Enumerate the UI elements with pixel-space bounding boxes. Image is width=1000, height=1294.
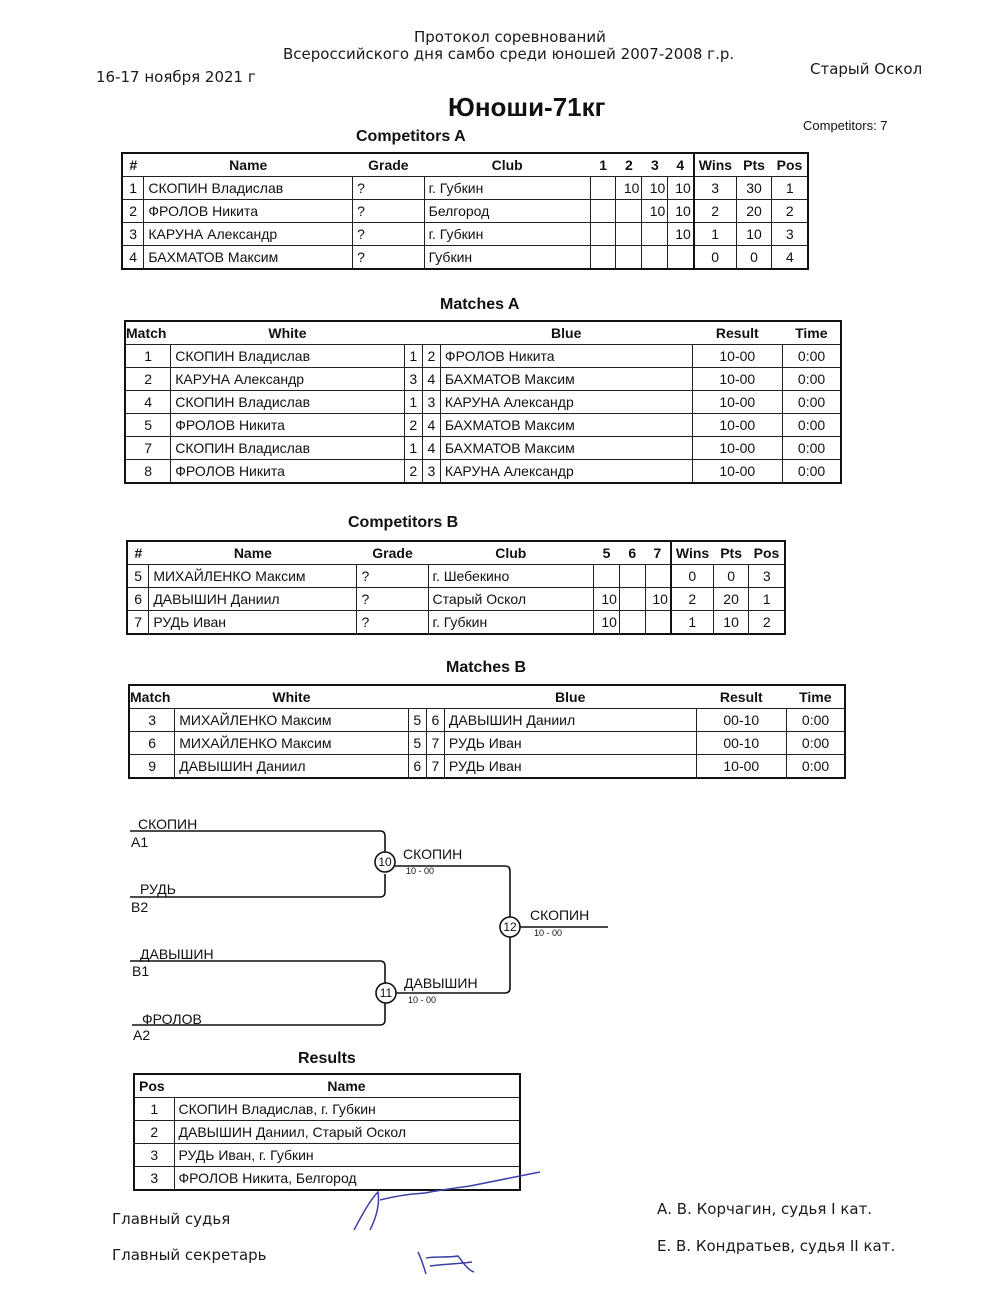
match-number: 7: [125, 437, 171, 460]
wins-cell: 0: [671, 565, 713, 588]
result-position: 3: [134, 1144, 174, 1167]
col-header: Pos: [772, 153, 808, 177]
blue-competitor: РУДЬ Иван: [444, 755, 696, 779]
blue-number: 3: [422, 391, 440, 414]
competitor-number: 6: [127, 588, 149, 611]
bracket-final-winner: СКОПИН: [530, 907, 590, 923]
match-result: 10-00: [692, 391, 783, 414]
white-competitor: СКОПИН Владислав: [171, 391, 404, 414]
white-competitor: КАРУНА Александр: [171, 368, 404, 391]
col-header: Result: [696, 685, 787, 709]
chief-secretary-label: Главный секретарь: [112, 1246, 267, 1264]
competitor-name: МИХАЙЛЕНКО Максим: [149, 565, 357, 588]
blue-number: 6: [426, 709, 444, 732]
competitor-number: 7: [127, 611, 149, 635]
points-cell: 10: [736, 223, 772, 246]
col-header: 2: [616, 153, 642, 177]
match-result: 10-00: [696, 755, 787, 779]
competitor-name: КАРУНА Александр: [144, 223, 353, 246]
white-competitor: ДАВЫШИН Даниил: [175, 755, 408, 779]
col-header: #: [127, 541, 149, 565]
blue-competitor: БАХМАТОВ Максим: [440, 368, 692, 391]
col-header: White: [175, 685, 408, 709]
match-time: 0:00: [783, 391, 841, 414]
score-cell: 10: [668, 177, 694, 200]
match-number: 4: [125, 391, 171, 414]
match-number: 11: [379, 986, 393, 1000]
wins-cell: 3: [694, 177, 736, 200]
position-cell: 3: [749, 565, 785, 588]
col-header: 5: [594, 541, 620, 565]
competitor-grade: ?: [353, 246, 425, 270]
col-header: Name: [149, 541, 357, 565]
blue-competitor: КАРУНА Александр: [440, 391, 692, 414]
blue-competitor: РУДЬ Иван: [444, 732, 696, 755]
match-number: 10: [378, 855, 392, 869]
score-cell: 10: [668, 200, 694, 223]
match-number: 9: [129, 755, 175, 779]
match-result: 10-00: [692, 414, 783, 437]
bracket-winner-name: СКОПИН: [403, 846, 463, 862]
blue-number: 4: [422, 437, 440, 460]
match-number: 12: [503, 920, 517, 934]
score-cell: 10: [645, 588, 671, 611]
match-time: 0:00: [783, 368, 841, 391]
chief-judge-signature: [354, 1172, 540, 1230]
competitor-grade: ?: [353, 223, 425, 246]
white-number: 1: [404, 437, 422, 460]
competitor-number: 5: [127, 565, 149, 588]
col-header: Grade: [357, 541, 428, 565]
result-name: РУДЬ Иван, г. Губкин: [174, 1144, 520, 1167]
event-title: Всероссийского дня самбо среди юношей 2007-2008 г.р.: [283, 45, 735, 63]
col-header: 7: [645, 541, 671, 565]
competitor-club: г. Губкин: [428, 611, 594, 635]
wins-cell: 1: [671, 611, 713, 635]
white-number: 2: [404, 414, 422, 437]
bracket-score: 10 - 00: [406, 866, 435, 876]
points-cell: 30: [736, 177, 772, 200]
event-date: 16-17 ноября 2021 г: [96, 68, 256, 86]
match-number: 6: [129, 732, 175, 755]
blue-number: 4: [422, 414, 440, 437]
bracket-winner-name: ДАВЫШИН: [404, 975, 478, 991]
competitors-b-title: Competitors B: [348, 514, 459, 531]
col-header: Blue: [444, 685, 696, 709]
score-cell: 10: [668, 223, 694, 246]
wins-cell: 1: [694, 223, 736, 246]
col-header: #: [122, 153, 144, 177]
competitor-grade: ?: [353, 200, 425, 223]
wins-cell: 0: [694, 246, 736, 270]
result-name: СКОПИН Владислав, г. Губкин: [174, 1098, 520, 1121]
match-result: 10-00: [692, 345, 783, 368]
result-position: 3: [134, 1167, 174, 1191]
score-cell: 10: [642, 177, 668, 200]
competitor-name: РУДЬ Иван: [149, 611, 357, 635]
col-header: Result: [692, 321, 783, 345]
white-competitor: ФРОЛОВ Никита: [171, 460, 404, 484]
blue-competitor: БАХМАТОВ Максим: [440, 437, 692, 460]
position-cell: 3: [772, 223, 808, 246]
blue-number: 7: [426, 732, 444, 755]
match-time: 0:00: [783, 437, 841, 460]
col-header: Blue: [440, 321, 692, 345]
white-number: 3: [404, 368, 422, 391]
white-competitor: СКОПИН Владислав: [171, 437, 404, 460]
match-time: 0:00: [783, 460, 841, 484]
competitor-grade: ?: [357, 588, 428, 611]
col-header: 3: [642, 153, 668, 177]
table-header-row: [134, 1074, 520, 1098]
match-result: 10-00: [692, 368, 783, 391]
col-header: Pts: [736, 153, 772, 177]
white-number: 2: [404, 460, 422, 484]
col-header: Time: [787, 685, 845, 709]
score-cell: 10: [594, 611, 620, 635]
match-result: 10-00: [692, 437, 783, 460]
competitor-club: г. Губкин: [424, 177, 590, 200]
score-cell: 10: [642, 200, 668, 223]
bracket-score: 10 - 00: [408, 995, 437, 1005]
results-title: Results: [298, 1050, 356, 1067]
competitor-club: Губкин: [424, 246, 590, 270]
position-cell: 1: [772, 177, 808, 200]
blue-number: 7: [426, 755, 444, 779]
blue-number: 4: [422, 368, 440, 391]
competitor-grade: ?: [357, 611, 428, 635]
competitors-count: Competitors: 7: [803, 118, 888, 133]
col-header: Club: [424, 153, 590, 177]
blue-competitor: КАРУНА Александр: [440, 460, 692, 484]
table-row: [134, 1121, 520, 1144]
match-number: 3: [129, 709, 175, 732]
matches-a-title: Matches A: [440, 296, 520, 313]
competitors-a-title: Competitors A: [356, 128, 466, 145]
match-time: 0:00: [787, 732, 845, 755]
match-time: 0:00: [787, 709, 845, 732]
col-header: Time: [783, 321, 841, 345]
bracket-entrant-name: ДАВЫШИН: [140, 946, 214, 962]
match-number: 2: [125, 368, 171, 391]
bracket-line: [130, 831, 385, 858]
col-header: Wins: [694, 153, 736, 177]
bracket-entrant-name: ФРОЛОВ: [142, 1011, 202, 1027]
chief-judge-name: А. В. Корчагин, судья I кат.: [657, 1200, 873, 1218]
matches-b-title: Matches B: [446, 659, 527, 676]
white-competitor: СКОПИН Владислав: [171, 345, 404, 368]
points-cell: 0: [713, 565, 749, 588]
chief-secretary-name: Е. В. Кондратьев, судья II кат.: [657, 1237, 896, 1255]
signature-marks: [340, 1160, 640, 1285]
event-city: Старый Оскол: [810, 60, 923, 78]
col-header: Name: [174, 1074, 520, 1098]
col-header: Wins: [671, 541, 713, 565]
match-number: 1: [125, 345, 171, 368]
competitor-club: г. Губкин: [424, 223, 590, 246]
result-name: ФРОЛОВ Никита, Белгород: [174, 1167, 520, 1191]
col-header: White: [171, 321, 404, 345]
protocol-title: Протокол соревнований: [414, 28, 606, 46]
position-cell: 1: [749, 588, 785, 611]
blue-competitor: БАХМАТОВ Максим: [440, 414, 692, 437]
position-cell: 4: [772, 246, 808, 270]
blue-number: 2: [422, 345, 440, 368]
points-cell: 20: [713, 588, 749, 611]
match-time: 0:00: [787, 755, 845, 779]
chief-judge-label: Главный судья: [112, 1210, 231, 1228]
white-number: 5: [408, 709, 426, 732]
white-number: 6: [408, 755, 426, 779]
col-header: Pos: [134, 1074, 174, 1098]
result-name: ДАВЫШИН Даниил, Старый Оскол: [174, 1121, 520, 1144]
col-header: Match: [129, 685, 175, 709]
score-cell: 10: [594, 588, 620, 611]
position-cell: 2: [749, 611, 785, 635]
bracket-entrant-name: СКОПИН: [138, 816, 198, 832]
competitor-name: ДАВЫШИН Даниил: [149, 588, 357, 611]
bracket-entrant-seed: B1: [132, 963, 150, 979]
blue-competitor: ФРОЛОВ Никита: [440, 345, 692, 368]
col-header: Match: [125, 321, 171, 345]
col-header: Grade: [353, 153, 425, 177]
competitor-grade: ?: [357, 565, 428, 588]
match-number: 8: [125, 460, 171, 484]
points-cell: 20: [736, 200, 772, 223]
category-title: Юноши-71кг: [448, 92, 606, 122]
bracket-entrant-seed: A1: [131, 834, 149, 850]
chief-secretary-signature: [418, 1252, 474, 1274]
result-position: 2: [134, 1121, 174, 1144]
match-time: 0:00: [783, 345, 841, 368]
match-result: 10-00: [692, 460, 783, 484]
col-header: 6: [619, 541, 645, 565]
col-header: Club: [428, 541, 594, 565]
points-cell: 10: [713, 611, 749, 635]
competitor-number: 1: [122, 177, 144, 200]
white-number: 5: [408, 732, 426, 755]
competitor-club: Старый Оскол: [428, 588, 594, 611]
col-header: Pts: [713, 541, 749, 565]
wins-cell: 2: [671, 588, 713, 611]
position-cell: 2: [772, 200, 808, 223]
blue-number: 3: [422, 460, 440, 484]
match-number: 5: [125, 414, 171, 437]
match-result: 00-10: [696, 709, 787, 732]
competitor-name: ФРОЛОВ Никита: [144, 200, 353, 223]
white-competitor: МИХАЙЛЕНКО Максим: [175, 709, 408, 732]
wins-cell: 2: [694, 200, 736, 223]
col-header: Name: [144, 153, 353, 177]
blue-competitor: ДАВЫШИН Даниил: [444, 709, 696, 732]
bracket-score: 10 - 00: [534, 928, 563, 938]
white-number: 1: [404, 391, 422, 414]
bracket-entrant-seed: B2: [131, 899, 149, 915]
white-competitor: МИХАЙЛЕНКО Максим: [175, 732, 408, 755]
match-result: 00-10: [696, 732, 787, 755]
competitor-number: 2: [122, 200, 144, 223]
competitor-number: 4: [122, 246, 144, 270]
bracket-entrant-seed: A2: [133, 1027, 151, 1043]
competitor-club: Белгород: [424, 200, 590, 223]
bracket-line: [130, 961, 385, 985]
white-competitor: ФРОЛОВ Никита: [171, 414, 404, 437]
competitor-grade: ?: [353, 177, 425, 200]
col-header: 1: [590, 153, 616, 177]
col-header: Pos: [749, 541, 785, 565]
points-cell: 0: [736, 246, 772, 270]
bracket-entrant-name: РУДЬ: [140, 881, 176, 897]
white-number: 1: [404, 345, 422, 368]
score-cell: 10: [616, 177, 642, 200]
col-header: 4: [668, 153, 694, 177]
competitor-name: БАХМАТОВ Максим: [144, 246, 353, 270]
result-position: 1: [134, 1098, 174, 1121]
match-time: 0:00: [783, 414, 841, 437]
table-row: [134, 1098, 520, 1121]
competitor-name: СКОПИН Владислав: [144, 177, 353, 200]
competitor-club: г. Шебекино: [428, 565, 594, 588]
competitor-number: 3: [122, 223, 144, 246]
